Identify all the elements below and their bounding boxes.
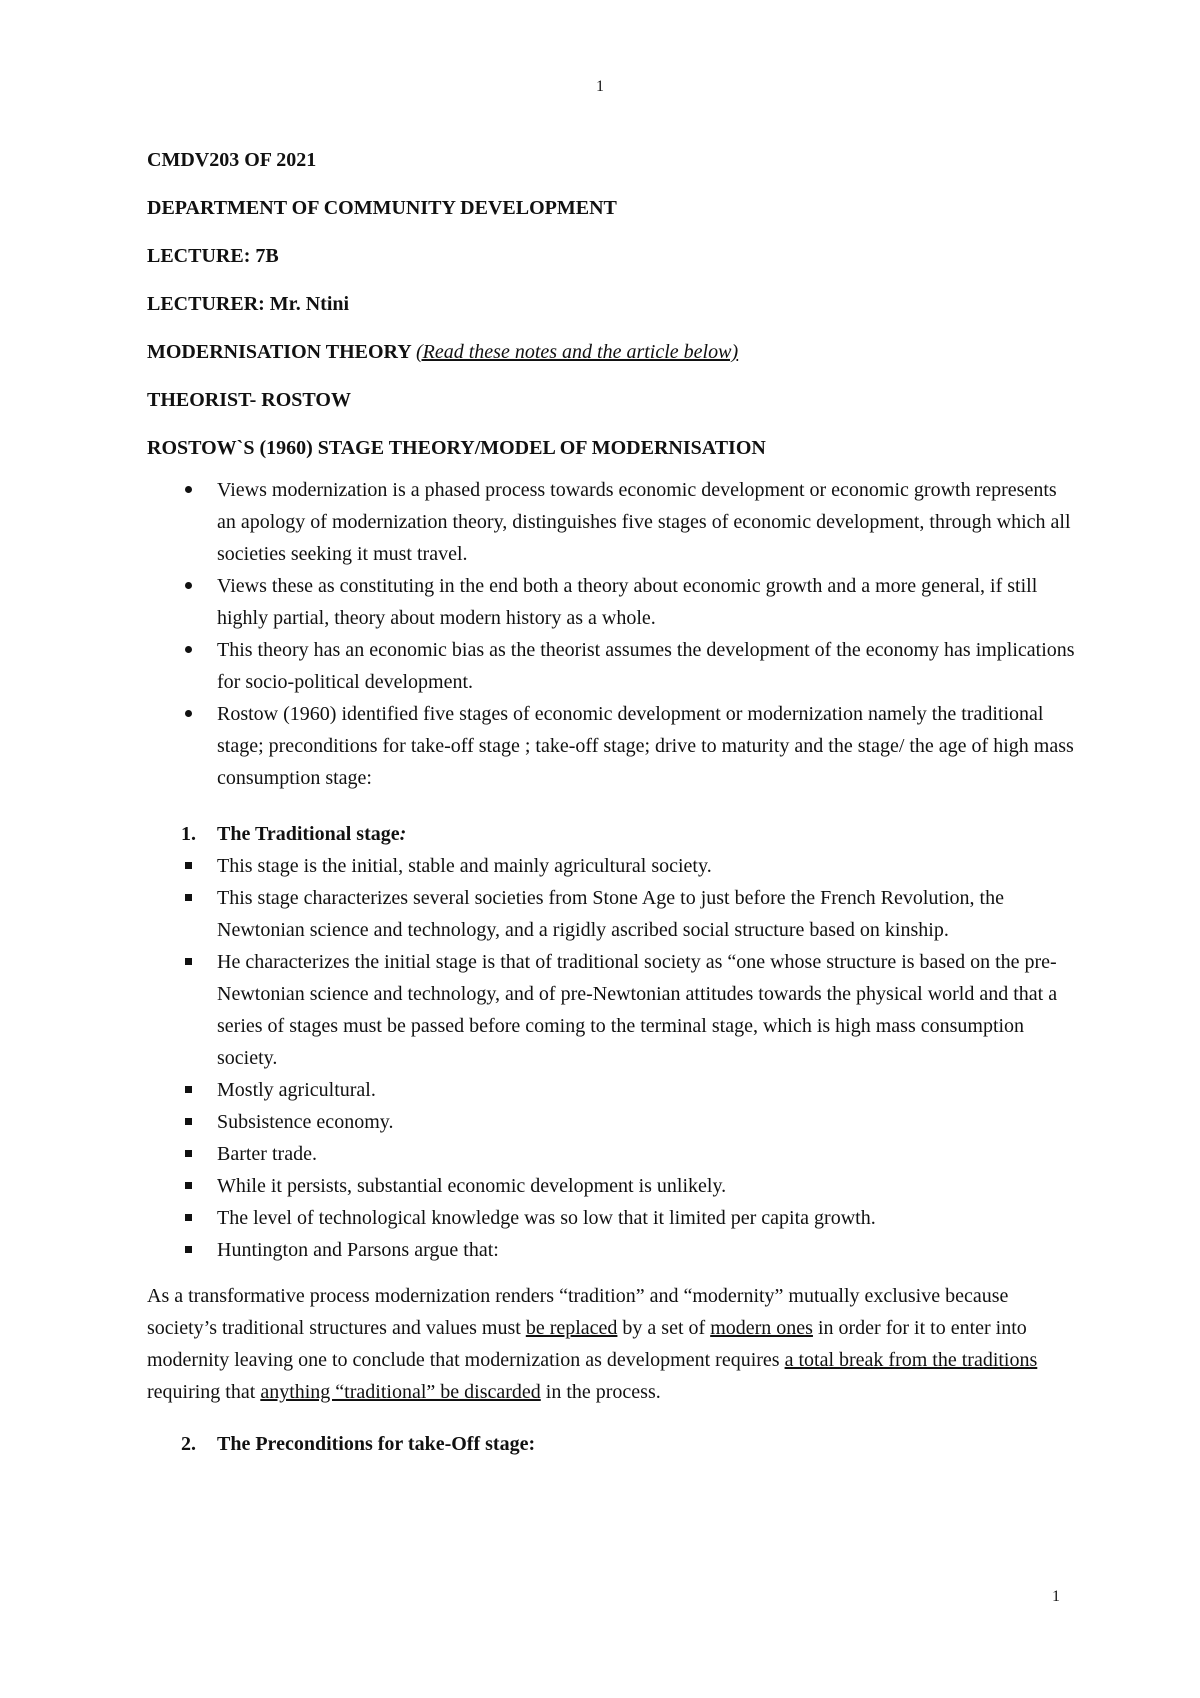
underlined-phrase: a total break from the traditions (784, 1349, 1038, 1371)
lecturer-name: LECTURER: Mr. Ntini (147, 293, 350, 315)
list-item: While it persists, substantial economic development is unlikely. (147, 1170, 1077, 1202)
bullet-dot-icon (185, 570, 192, 602)
stage-2-title: The Preconditions for take-Off stage: (217, 1433, 536, 1455)
page-number-bottom: 1 (1052, 1588, 1060, 1605)
list-item: Rostow (1960) identified five stages of economic development or modernization namely the traditional stage; preconditions for take-off stage ; take-off stage; drive to maturity and the stage/ the age of high mass consumption stage: (147, 698, 1077, 794)
bullet-square-icon (185, 1106, 192, 1138)
bullet-square-icon (185, 850, 192, 882)
bullet-square-icon (185, 1074, 192, 1106)
department-title: DEPARTMENT OF COMMUNITY DEVELOPMENT (147, 197, 617, 219)
bullet-square-icon (185, 946, 192, 978)
bullet-dot-icon (185, 634, 192, 666)
underlined-phrase: anything “traditional” be discarded (260, 1381, 541, 1403)
stage-1-bullet-list (147, 850, 1077, 1266)
modernization-paragraph: As a transformative process modernization renders “tradition” and “modernity” mutually exclusive because society’s traditional structures and values must be replaced by a set of modern ones in order for it to enter into modernity leaving one to conclude that modernization as development requires a total break from the traditions requiring that anything “traditional” be discarded in the process. (147, 1285, 1038, 1403)
model-heading: ROSTOW`S (1960) STAGE THEORY/MODEL OF MODERNISATION (147, 437, 766, 459)
stage-1-title-colon: : (399, 823, 407, 845)
list-item: This stage characterizes several societies from Stone Age to just before the French Revolution, the Newtonian science and technology, and a rigidly ascribed social structure based on kinship. (147, 882, 1077, 946)
list-item: Huntington and Parsons argue that: (147, 1234, 1077, 1266)
bullet-dot-icon (185, 698, 192, 730)
list-item: Subsistence economy. (147, 1106, 1077, 1138)
bullet-square-icon (185, 1202, 192, 1234)
underlined-phrase: be replaced (525, 1317, 618, 1339)
stage-1-title: The Traditional stage (217, 823, 400, 845)
lecture-number: LECTURE: 7B (147, 245, 279, 267)
stage-1-number: 1. (181, 823, 196, 845)
list-item: Views modernization is a phased process towards economic development or economic growth represents an apology of modernization theory, distinguishes five stages of economic development, through which all societies seeking it must travel. (147, 474, 1077, 570)
page-number-top: 1 (596, 78, 604, 95)
theorist-heading: THEORIST- ROSTOW (147, 389, 351, 411)
stage-2-number: 2. (181, 1433, 196, 1455)
list-item: Mostly agricultural. (147, 1074, 1077, 1106)
bullet-square-icon (185, 1234, 192, 1266)
stage-1-heading (147, 818, 1077, 850)
course-code: CMDV203 OF 2021 (147, 149, 317, 171)
list-item: He characterizes the initial stage is that of traditional society as “one whose structure is based on the pre-Newtonian science and technology, and of pre-Newtonian attitudes towards the physical world and that a series of stages must be passed before coming to the terminal stage, which is high mass consumption society. (147, 946, 1077, 1074)
stage-2-heading (147, 1428, 1077, 1460)
document-body (147, 148, 1077, 1460)
bullet-dot-icon (185, 474, 192, 506)
bullet-square-icon (185, 1170, 192, 1202)
bullet-square-icon (185, 1138, 192, 1170)
list-item: Views these as constituting in the end both a theory about economic growth and a more general, if still highly partial, theory about modern history as a whole. (147, 570, 1077, 634)
bullet-square-icon (185, 882, 192, 914)
list-item: Barter trade. (147, 1138, 1077, 1170)
theory-heading (147, 340, 1077, 364)
underlined-phrase: modern ones (710, 1317, 813, 1339)
list-item: This theory has an economic bias as the theorist assumes the development of the economy has implications for socio-political development. (147, 634, 1077, 698)
intro-bullet-list (147, 474, 1077, 794)
theory-title: MODERNISATION THEORY (147, 341, 416, 363)
reading-note: (Read these notes and the article below) (415, 341, 739, 363)
list-item: This stage is the initial, stable and mainly agricultural society. (147, 850, 1077, 882)
list-item: The level of technological knowledge was so low that it limited per capita growth. (147, 1202, 1077, 1234)
